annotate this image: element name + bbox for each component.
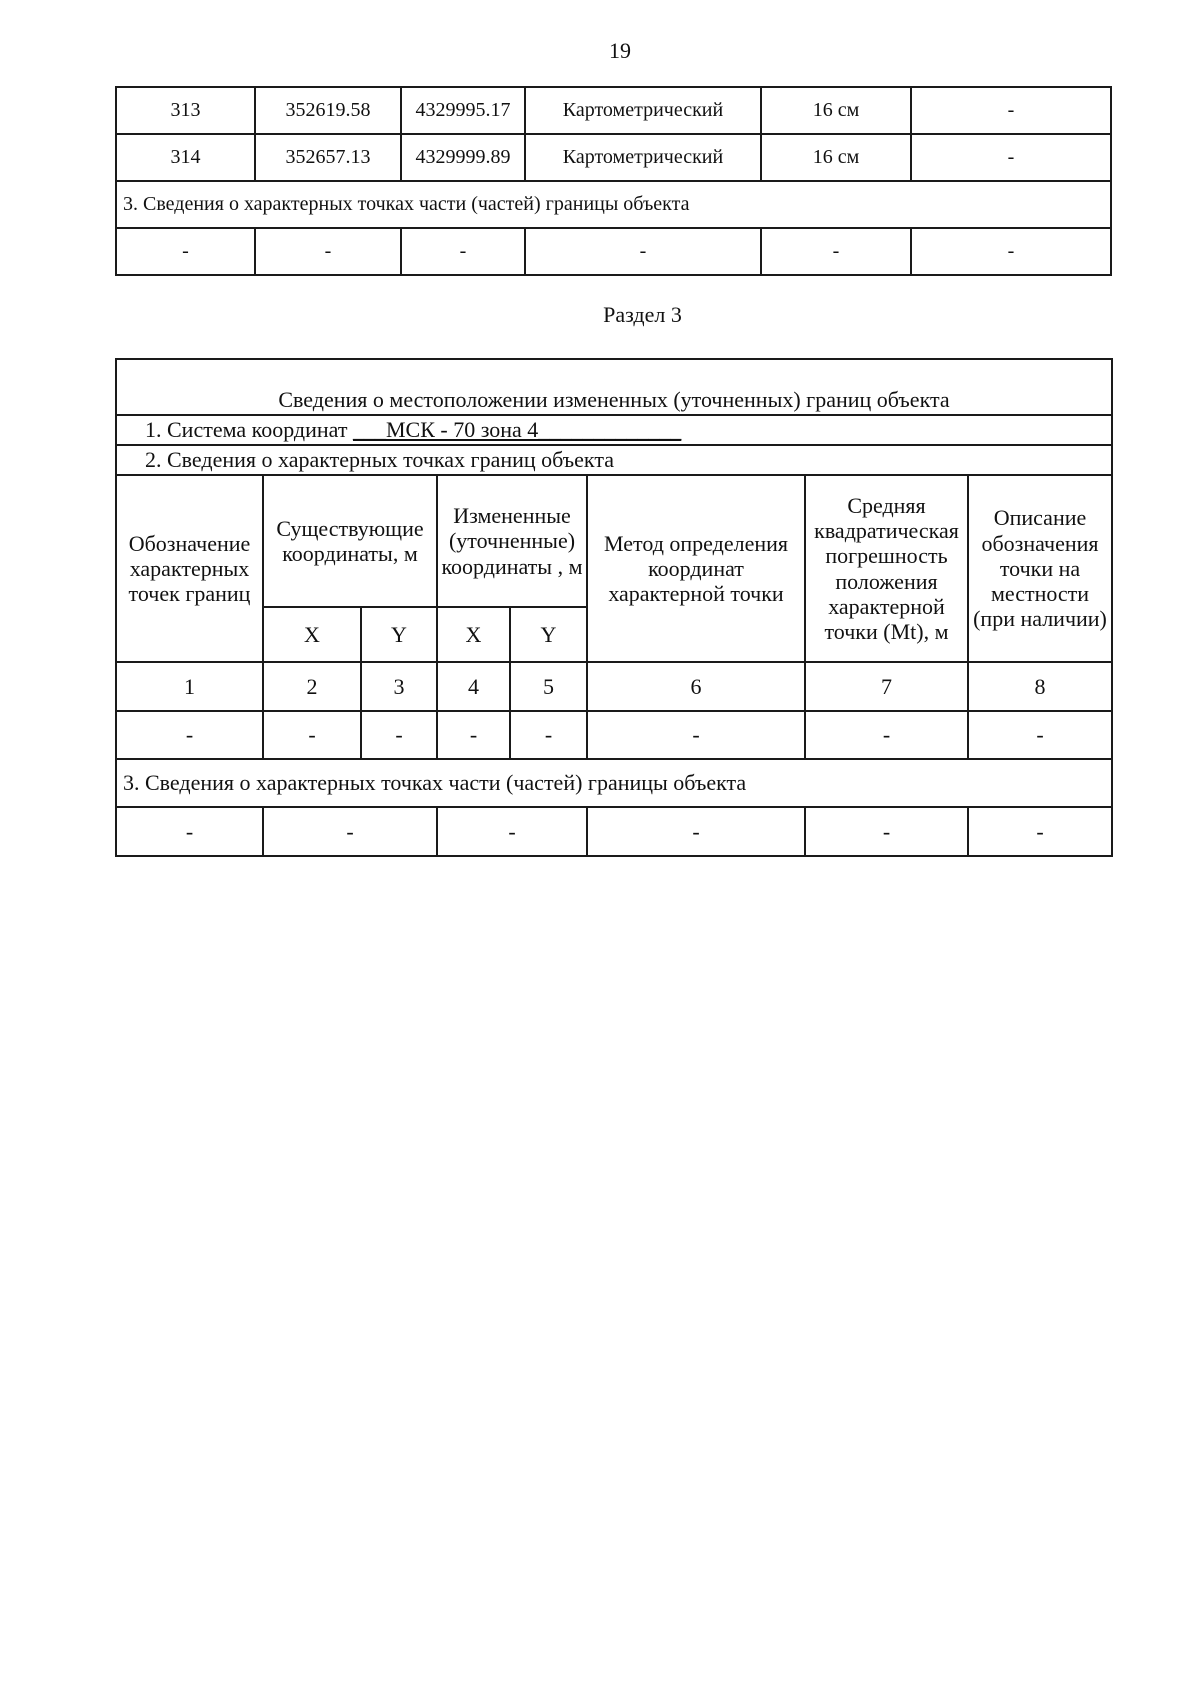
point-id: 314 [116, 134, 255, 181]
coord-x: 352657.13 [255, 134, 401, 181]
empty-cell: - [116, 228, 255, 275]
column-number: 6 [587, 662, 805, 711]
header-changed-coords: Измененные (уточненные) координаты , м [437, 475, 587, 607]
column-number: 4 [437, 662, 510, 711]
column-number: 8 [968, 662, 1112, 711]
empty-cell: - [437, 711, 510, 759]
empty-cell: - [761, 228, 911, 275]
empty-cell: - [510, 711, 587, 759]
empty-cell: - [587, 807, 805, 856]
accuracy: 16 см [761, 87, 911, 134]
header-y: Y [510, 607, 587, 662]
empty-cell: - [361, 711, 437, 759]
header-point-designation: Обозначение характерных точек границ [116, 475, 263, 662]
point-id: 313 [116, 87, 255, 134]
header-x: X [263, 607, 361, 662]
table-title: Сведения о местоположении измененных (уточненных) границ объекта [116, 359, 1112, 415]
empty-cell: - [116, 711, 263, 759]
description: - [911, 134, 1111, 181]
points-table-continued [115, 86, 1112, 276]
empty-cell: - [401, 228, 525, 275]
empty-cell: - [805, 711, 968, 759]
description: - [911, 87, 1111, 134]
header-existing-coords: Существующие координаты, м [263, 475, 437, 607]
column-number: 5 [510, 662, 587, 711]
column-number: 7 [805, 662, 968, 711]
changed-boundaries-table [115, 358, 1113, 857]
coord-x: 352619.58 [255, 87, 401, 134]
section3-heading: 3. Сведения о характерных точках части (частей) границы объекта [116, 181, 1111, 228]
empty-cell: - [116, 807, 263, 856]
table-row [116, 711, 1112, 759]
empty-cell: - [587, 711, 805, 759]
method: Картометрический [525, 134, 761, 181]
empty-cell: - [911, 228, 1111, 275]
coord-system-row [116, 415, 1112, 445]
empty-cell: - [263, 711, 361, 759]
header-x: X [437, 607, 510, 662]
empty-cell: - [255, 228, 401, 275]
empty-cell: - [968, 711, 1112, 759]
section2-heading: 2. Сведения о характерных точках границ объекта [116, 445, 1112, 475]
column-numbers-row [116, 662, 1112, 711]
table-row [116, 134, 1111, 181]
table-row [116, 87, 1111, 134]
header-y: Y [361, 607, 437, 662]
empty-cell: - [263, 807, 437, 856]
coord-system-label: 1. Система координат [145, 417, 353, 443]
page-number: 19 [609, 38, 631, 63]
empty-cell: - [437, 807, 587, 856]
empty-cell: - [805, 807, 968, 856]
method: Картометрический [525, 87, 761, 134]
column-number: 2 [263, 662, 361, 711]
header-description: Описание обозначения точки на местности (при наличии) [968, 475, 1112, 662]
table-row [116, 228, 1111, 275]
header-accuracy: Средняя квадратическая погрешность положения характерной точки (Mt), м [805, 475, 968, 662]
coord-y: 4329995.17 [401, 87, 525, 134]
column-number: 1 [116, 662, 263, 711]
empty-cell: - [968, 807, 1112, 856]
coord-system-value: ___МСК - 70 зона 4_____________ [352, 417, 682, 443]
header-method: Метод определения координат характерной точки [587, 475, 805, 662]
accuracy: 16 см [761, 134, 911, 181]
coord-y: 4329999.89 [401, 134, 525, 181]
empty-cell: - [525, 228, 761, 275]
section3-heading: 3. Сведения о характерных точках части (частей) границы объекта [116, 759, 1112, 807]
section-title: Раздел 3 [603, 302, 682, 327]
column-number: 3 [361, 662, 437, 711]
table-row [116, 807, 1112, 856]
